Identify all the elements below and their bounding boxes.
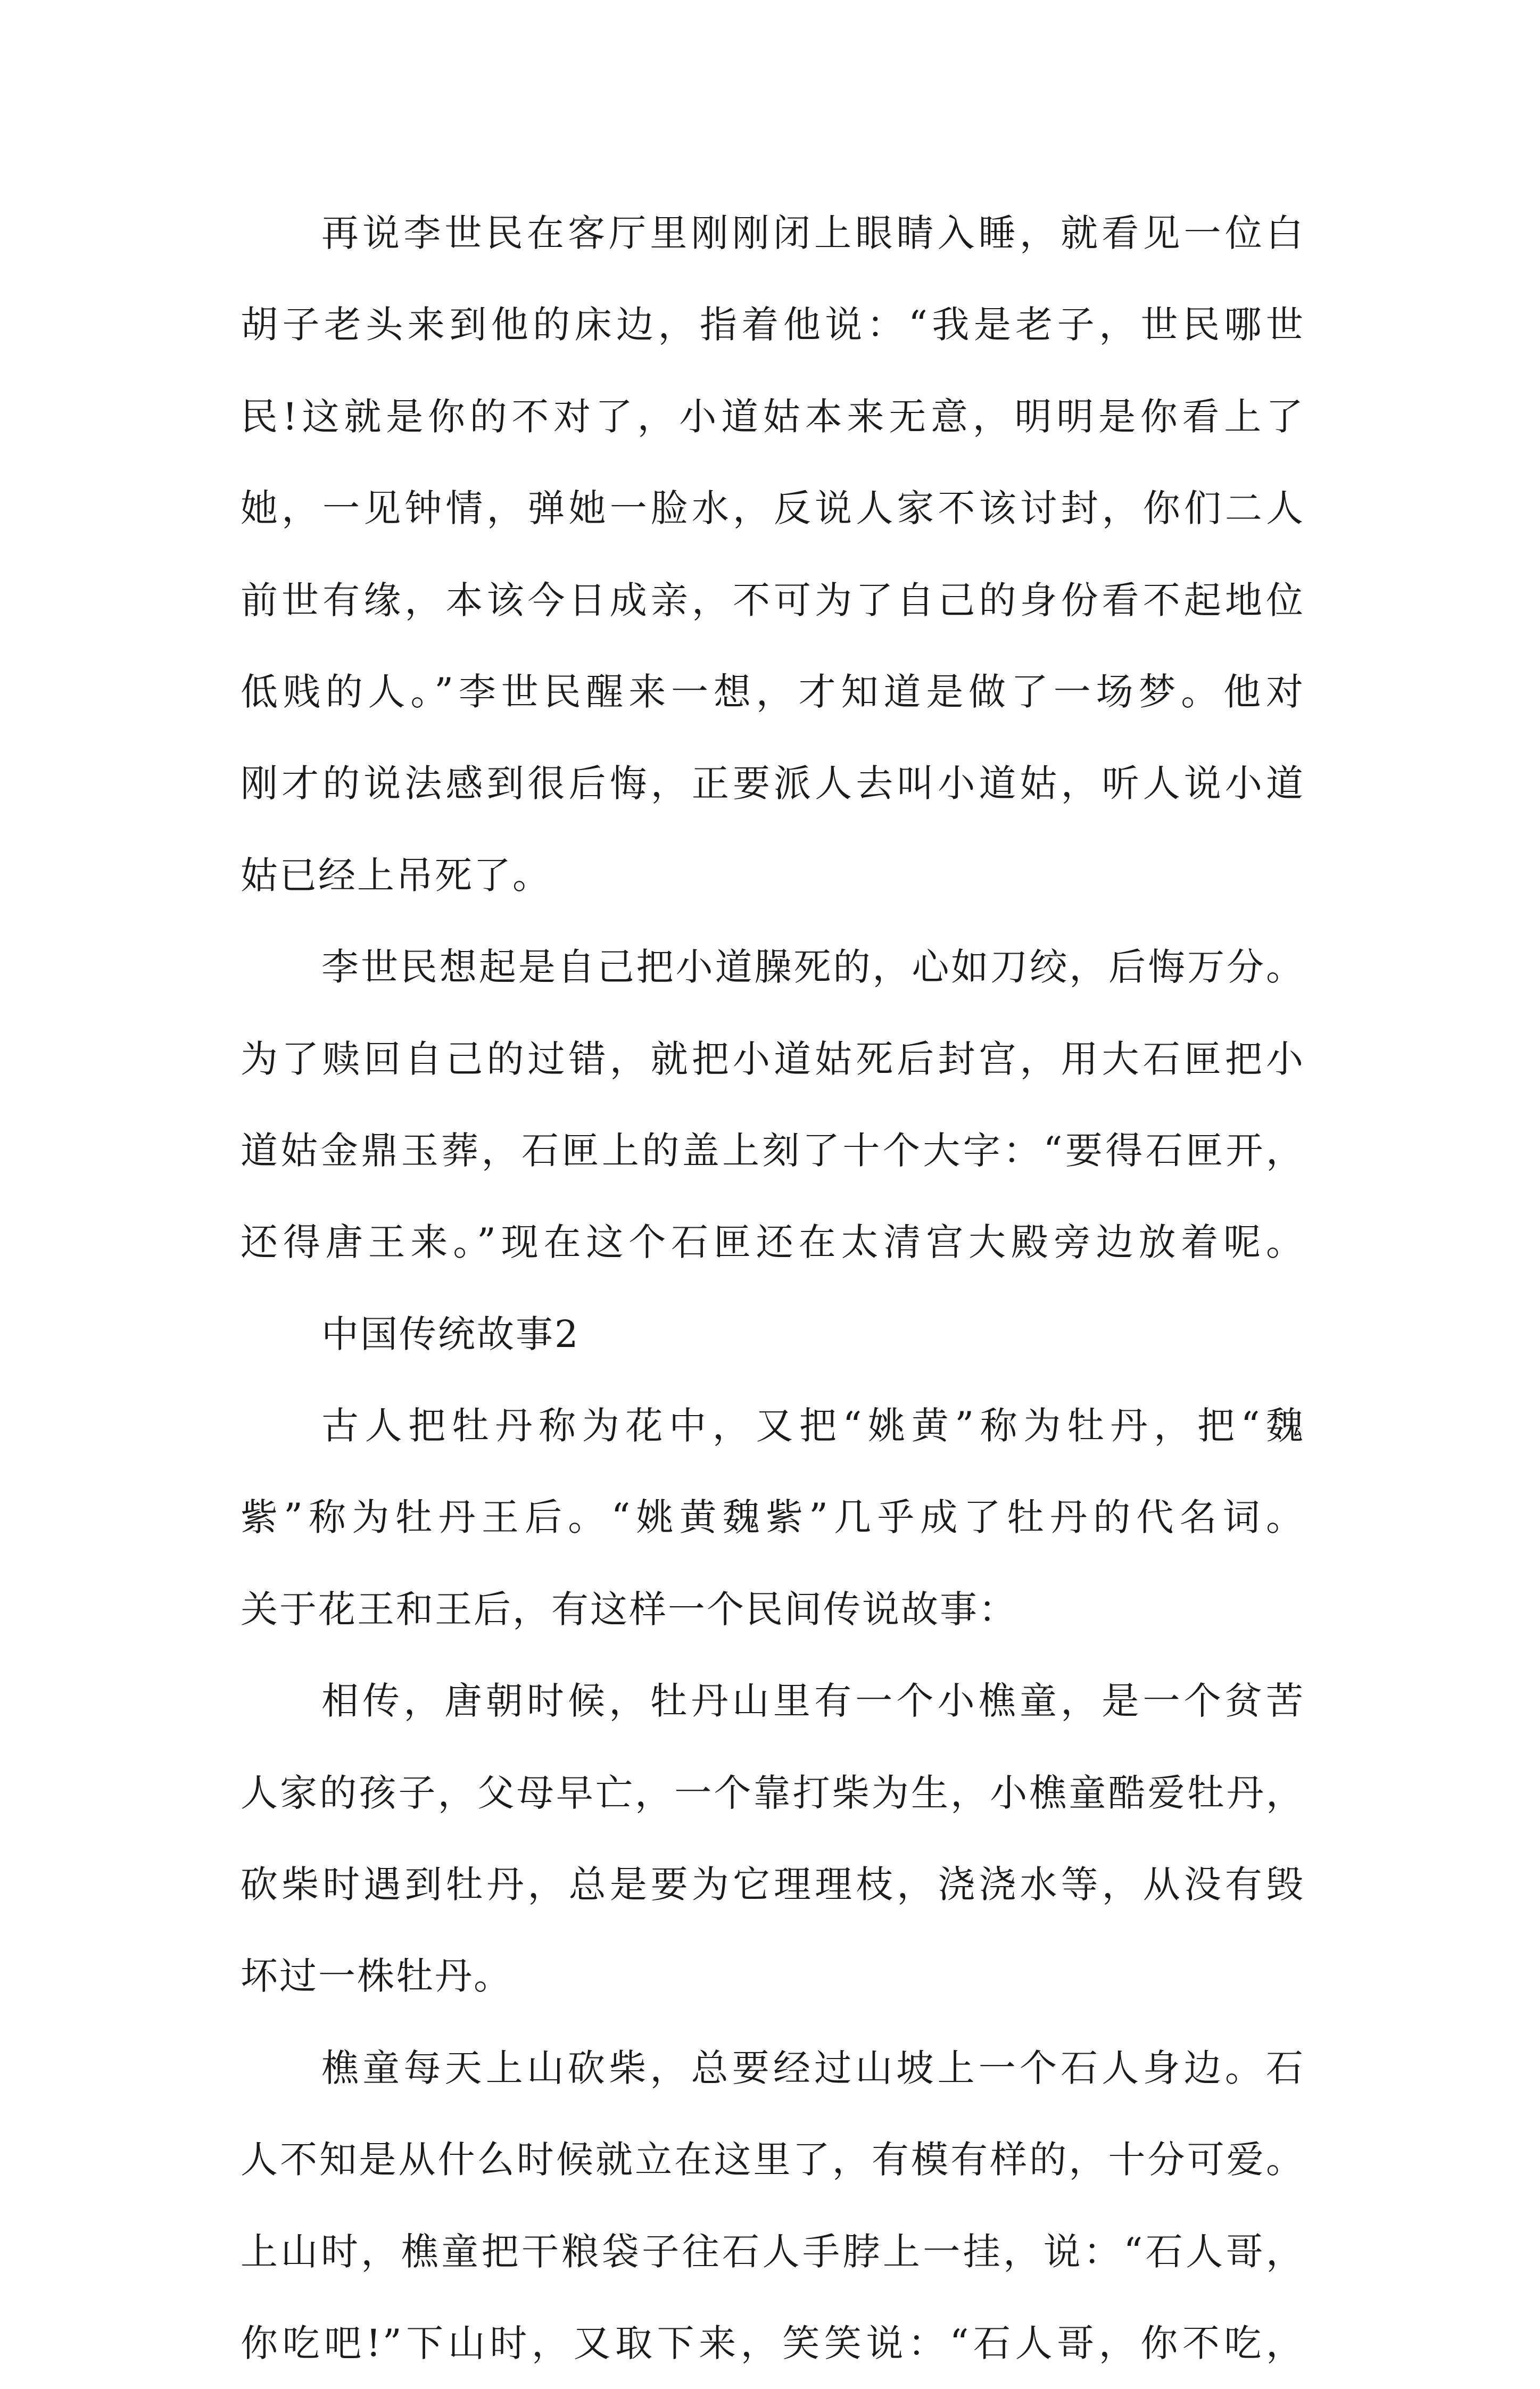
paragraph-line: 民!这就是你的不对了，小道姑本来无意，明明是你看上了 — [241, 394, 1305, 439]
paragraph-line: 你吃吧!”下山时，又取下来，笑笑说：“石人哥，你不吃， — [241, 2321, 1305, 2365]
paragraph-line: 她，一见钟情，弹她一脸水，反说人家不该讨封，你们二人 — [241, 486, 1305, 531]
paragraph-line: 樵童每天上山砍柴，总要经过山坡上一个石人身边。石 — [321, 2046, 1305, 2090]
paragraph-line: 前世有缘，本该今日成亲，不可为了自己的身份看不起地位 — [241, 578, 1305, 622]
paragraph-line: 道姑金鼎玉葬，石匣上的盖上刻了十个大字：“要得石匣开， — [241, 1128, 1305, 1172]
paragraph-line: 低贱的人。”李世民醒来一想，才知道是做了一场梦。他对 — [241, 669, 1305, 714]
paragraph-line: 胡子老头来到他的床边，指着他说：“我是老子，世民哪世 — [241, 303, 1305, 347]
section-heading: 中国传统故事2 — [321, 1312, 580, 1356]
paragraph-line: 坏过一株牡丹。 — [241, 1954, 512, 1998]
paragraph-line: 人不知是从什么时候就立在这里了，有模有样的，十分可爱。 — [241, 2138, 1305, 2182]
paragraph-line: 为了赎回自己的过错，就把小道姑死后封宫，用大石匣把小 — [241, 1037, 1305, 1081]
paragraph-line: 相传，唐朝时候，牡丹山里有一个小樵童，是一个贫苦 — [321, 1679, 1305, 1723]
paragraph-line: 李世民想起是自己把小道臊死的，心如刀绞，后悔万分。 — [321, 945, 1305, 989]
paragraph-line: 还得唐王来。”现在这个石匣还在太清宫大殿旁边放着呢。 — [241, 1220, 1305, 1264]
paragraph-line: 上山时，樵童把干粮袋子往石人手脖上一挂，说：“石人哥， — [241, 2229, 1305, 2274]
paragraph-line: 关于花王和王后，有这样一个民间传说故事： — [241, 1587, 1017, 1631]
paragraph-line: 姑已经上吊死了。 — [241, 853, 551, 897]
paragraph-line: 再说李世民在客厅里刚刚闭上眼睛入睡，就看见一位白 — [321, 211, 1305, 255]
paragraph-line: 砍柴时遇到牡丹，总是要为它理理枝，浇浇水等，从没有毁 — [241, 1863, 1305, 1907]
paragraph-line: 人家的孩子，父母早亡，一个靠打柴为生，小樵童酷爱牡丹， — [241, 1771, 1305, 1815]
document-body — [241, 187, 1305, 2389]
paragraph-line: 古人把牡丹称为花中，又把“姚黄”称为牡丹，把“魏 — [321, 1404, 1305, 1448]
paragraph-line: 刚才的说法感到很后悔，正要派人去叫小道姑，听人说小道 — [241, 762, 1305, 806]
paragraph-line: 紫”称为牡丹王后。“姚黄魏紫”几乎成了牡丹的代名词。 — [241, 1495, 1305, 1540]
